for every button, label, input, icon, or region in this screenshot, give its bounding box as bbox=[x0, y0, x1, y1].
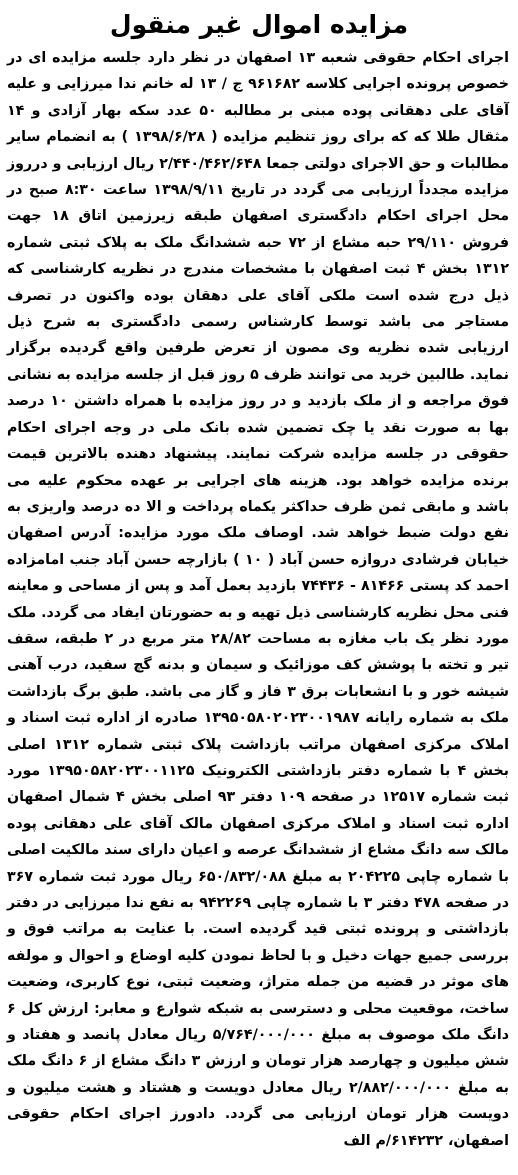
notice-body: اجرای احکام حقوقی شعبه ۱۳ اصفهان در نظر دارد جلسه مزایده ای در خصوص پرونده اجرایی کلاسه ۹۶۱۶۸۲ ج / ۱۳ له خانم ندا میرزایی و علیه آقای علی دهقانی پوده مبنی بر مطالبه ۵۰ عدد سکه بهار آزادی و ۱۴ مثقال طلا که که برای روز تنظیم مزایده ( ۱۳۹۸/۶/۲۸ ) به انضمام سایر مطالبات و حق الاجرای دولتی جمعا ۲/۴۴۰/۴۶۲/۶۴۸ ریال ارزیابی و درروز مزایده مجدداً ارزیابی می گردد در تاریخ ۱۳۹۸/۹/۱۱ ساعت ۸:۳۰ صبح در محل اجرای احکام دادگستری اصفهان طبقه زیرزمین اتاق ۱۸ جهت فروش ۲۹/۱۱۰ حبه مشاع از ۷۲ حبه ششدانگ ملک به پلاک ثبتی شماره ۱۳۱۲ بخش ۴ ثبت اصفهان با مشخصات مندرج در نظریه کارشناسی که ذیل درج شده است ملکی آقای علی دهقان بوده واکنون در تصرف مستاجر می باشد توسط کارشناس رسمی دادگستری به شرح ذیل ارزیابی شده نظریه وی مصون از تعرض طرفین واقع گردیده برگزار نماید. طالبین خرید می توانند ظرف ۵ روز قبل از جلسه مزایده به نشانی فوق مراجعه و از ملک بازدید و در روز مزایده با همراه داشتن ۱۰ درصد بها به صورت نقد یا چک تضمین شده بانک ملی در وجه اجرای احکام حقوقی در جلسه مزایده شرکت نمایند. پیشنهاد دهنده بالاترین قیمت برنده مزایده خواهد بود. هزینه های اجرایی بر عهده محکوم علیه می باشد و مابقی ثمن ظرف حداکثر یکماه پرداخت و الا ده درصد واریزی به نفع دولت ضبط خواهد شد. اوصاف ملک مورد مزایده: آدرس اصفهان خیابان فرشادی دروازه حسن آباد ( ۱۰ ) بازارچه حسن آباد جنب امامزاده احمد کد پستی ۸۱۴۶۶ - ۷۴۴۳۶ بازدید بعمل آمد و پس از مساحی و معاینه فنی محل نظریه کارشناسی ذیل تهیه و به حضورتان ایفاد می گردد. ملک مورد نظر یک باب مغازه به مساحت ۲۸/۸۲ متر مربع در ۲ طبقه، سقف تیر و تخته با پوشش کف موزائیک و سیمان و بدنه گچ سفید، درب آهنی شیشه خور و با انشعابات برق ۳ فاز و گاز می باشد. طبق برگ بازداشت ملک به شماره رایانه ۱۳۹۵۰۵۸۰۲۰۲۳۰۰۱۹۸۷ صادره از اداره ثبت اسناد و املاک مرکزی اصفهان مراتب بازداشت پلاک ثبتی شماره ۱۳۱۲ اصلی بخش ۴ با شماره دفتر بازداشتی الکترونیک ۱۳۹۵۰۵۸۲۰۲۳۰۰۱۱۲۵ مورد ثبت شماره ۱۲۵۱۷ در صفحه ۱۰۹ دفتر ۹۳ اصلی بخش ۴ شمال اصفهان اداره ثبت اسناد و املاک مرکزی اصفهان مالک آقای علی دهقانی پوده مالک سه دانگ مشاع از ششدانگ عرصه و اعیان دارای سند مالکیت اصلی با شماره چاپی ۲۰۴۲۲۵ به مبلغ ۶۵۰/۸۳۲/۰۸۸ ریال مورد ثبت شماره ۳۶۷ در صفحه ۴۷۸ دفتر ۳ با شماره چاپی ۹۴۲۲۶۹ به نفع ندا میرزایی در دفتر بازداشتی و پرونده ثبتی قید گردیده است. با عنایت به مراتب فوق و بررسی جمیع جهات دخیل و با لحاظ نمودن کلیه اوضاع و احوال و مولفه های موثر در قضیه من جمله متراژ، وضعیت ثبتی، نوع کاربری، وضعیت ساخت، موقعیت محلی و دسترسی به شبکه شوارع و معابر: ارزش کل ۶ دانگ ملک موصوف به مبلغ ۵/۷۶۴/۰۰۰/۰۰۰ ریال معادل پانصد و هفتاد و شش میلیون و چهارصد هزار تومان و ارزش ۳ دانگ مشاع از ۶ دانگ ملک به مبلغ ۲/۸۸۲/۰۰۰/۰۰۰ ریال معادل دویست و هشتاد و هشت میلیون و دویست هزار تومان ارزیابی می گردد. دادورز اجرای احکام حقوقی اصفهان، ۶۱۴۲۳۲/م الف bbox=[7, 50, 510, 1149]
auction-notice bbox=[3, 3, 515, 1172]
notice-title: مزایده اموال غیر منقول bbox=[109, 10, 409, 39]
